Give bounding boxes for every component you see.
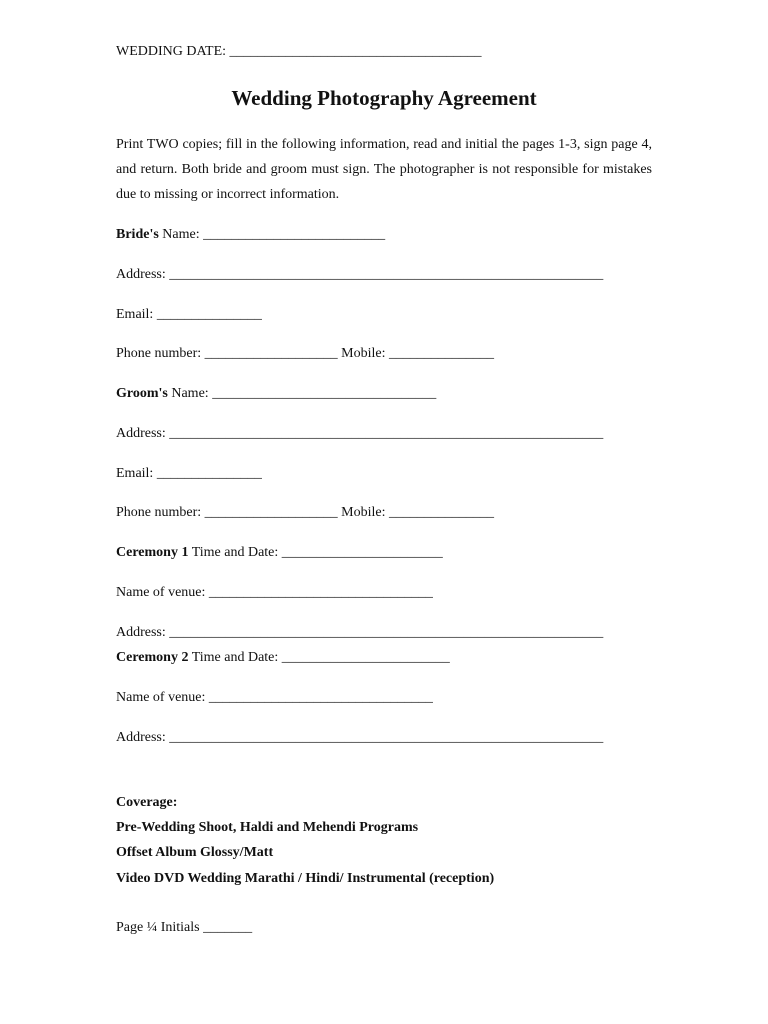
groom-phone-line (116, 505, 494, 521)
coverage-item (116, 871, 494, 887)
bride-name-field[interactable]: __________________________ (203, 227, 386, 242)
ceremony1-time-line (116, 545, 443, 561)
groom-phone-field[interactable]: ___________________ (204, 505, 338, 520)
bride-email-line (116, 307, 262, 323)
ceremony1-address-line (116, 625, 603, 641)
bride-name-label: Name: (162, 227, 200, 242)
bride-address-label: Address: (116, 267, 166, 282)
bride-name-line (116, 227, 385, 243)
coverage-item-text: Offset Album Glossy/Matt (116, 845, 274, 860)
bride-mobile-field[interactable]: _______________ (389, 346, 494, 361)
coverage-heading (116, 795, 177, 811)
bride-phone-line (116, 346, 494, 362)
groom-name-line (116, 386, 436, 402)
ceremony1-address-label: Address: (116, 625, 166, 640)
groom-name-bold: Groom's (116, 386, 168, 401)
groom-email-line (116, 466, 262, 482)
ceremony2-bold: Ceremony 2 (116, 650, 189, 665)
ceremony2-address-label: Address: (116, 730, 166, 745)
coverage-item (116, 820, 418, 836)
ceremony2-address-field[interactable]: ______________________________________________________________ (169, 730, 604, 745)
groom-email-field[interactable]: _______________ (156, 466, 262, 481)
coverage-item (116, 845, 273, 861)
ceremony1-time-label: Time and Date: (191, 545, 279, 560)
coverage-item-text: Pre-Wedding Shoot, Haldi and Mehendi Programs (116, 820, 419, 835)
bride-phone-field[interactable]: ___________________ (204, 346, 338, 361)
ceremony2-time-line (116, 650, 450, 666)
ceremony1-bold: Ceremony 1 (116, 545, 189, 560)
groom-mobile-field[interactable]: _______________ (389, 505, 494, 520)
ceremony2-time-field[interactable]: ________________________ (281, 650, 450, 665)
bride-address-field[interactable]: ______________________________________________________________ (169, 267, 604, 282)
page-title: Wedding Photography Agreement (231, 86, 537, 110)
bride-email-label: Email: (116, 307, 154, 322)
bride-mobile-label: Mobile: (341, 346, 386, 361)
wedding-date-label: WEDDING DATE: (116, 44, 227, 59)
bride-name-bold: Bride's (116, 227, 159, 242)
wedding-date-field[interactable]: ____________________________________ (229, 44, 482, 59)
groom-phone-label: Phone number: (116, 505, 202, 520)
groom-address-line (116, 426, 603, 442)
ceremony1-venue-label: Name of venue: (116, 585, 206, 600)
ceremony1-venue-field[interactable]: ________________________________ (208, 585, 433, 600)
bride-address-line (116, 267, 603, 283)
ceremony1-address-field[interactable]: ______________________________________________________________ (169, 625, 604, 640)
page-initials-field[interactable]: _______ (203, 920, 253, 935)
ceremony1-time-field[interactable]: _______________________ (281, 545, 443, 560)
page-initials-label: Page ¼ Initials (116, 920, 200, 935)
ceremony2-time-label: Time and Date: (191, 650, 279, 665)
groom-address-label: Address: (116, 426, 166, 441)
intro-paragraph: Print TWO copies; fill in the following information, read and initial the pages 1-3, sign page 4, and return. Both bride and groom must sign. The photographer is not responsible for mistakes due to missing or incorrect information. (116, 137, 652, 202)
groom-name-field[interactable]: ________________________________ (212, 386, 437, 401)
bride-phone-label: Phone number: (116, 346, 202, 361)
coverage-item-text: Video DVD Wedding Marathi / Hindi/ Instrumental (reception) (116, 871, 495, 886)
groom-mobile-label: Mobile: (341, 505, 386, 520)
bride-email-field[interactable]: _______________ (156, 307, 262, 322)
ceremony2-address-line (116, 730, 603, 746)
groom-address-field[interactable]: ______________________________________________________________ (169, 426, 604, 441)
groom-email-label: Email: (116, 466, 154, 481)
ceremony1-venue-line (116, 585, 433, 601)
ceremony2-venue-label: Name of venue: (116, 690, 206, 705)
groom-name-label: Name: (171, 386, 209, 401)
ceremony2-venue-field[interactable]: ________________________________ (208, 690, 433, 705)
coverage-heading-text: Coverage: (116, 795, 178, 810)
page-initials-line (116, 920, 252, 936)
ceremony2-venue-line (116, 690, 433, 706)
wedding-date-line (116, 44, 482, 60)
